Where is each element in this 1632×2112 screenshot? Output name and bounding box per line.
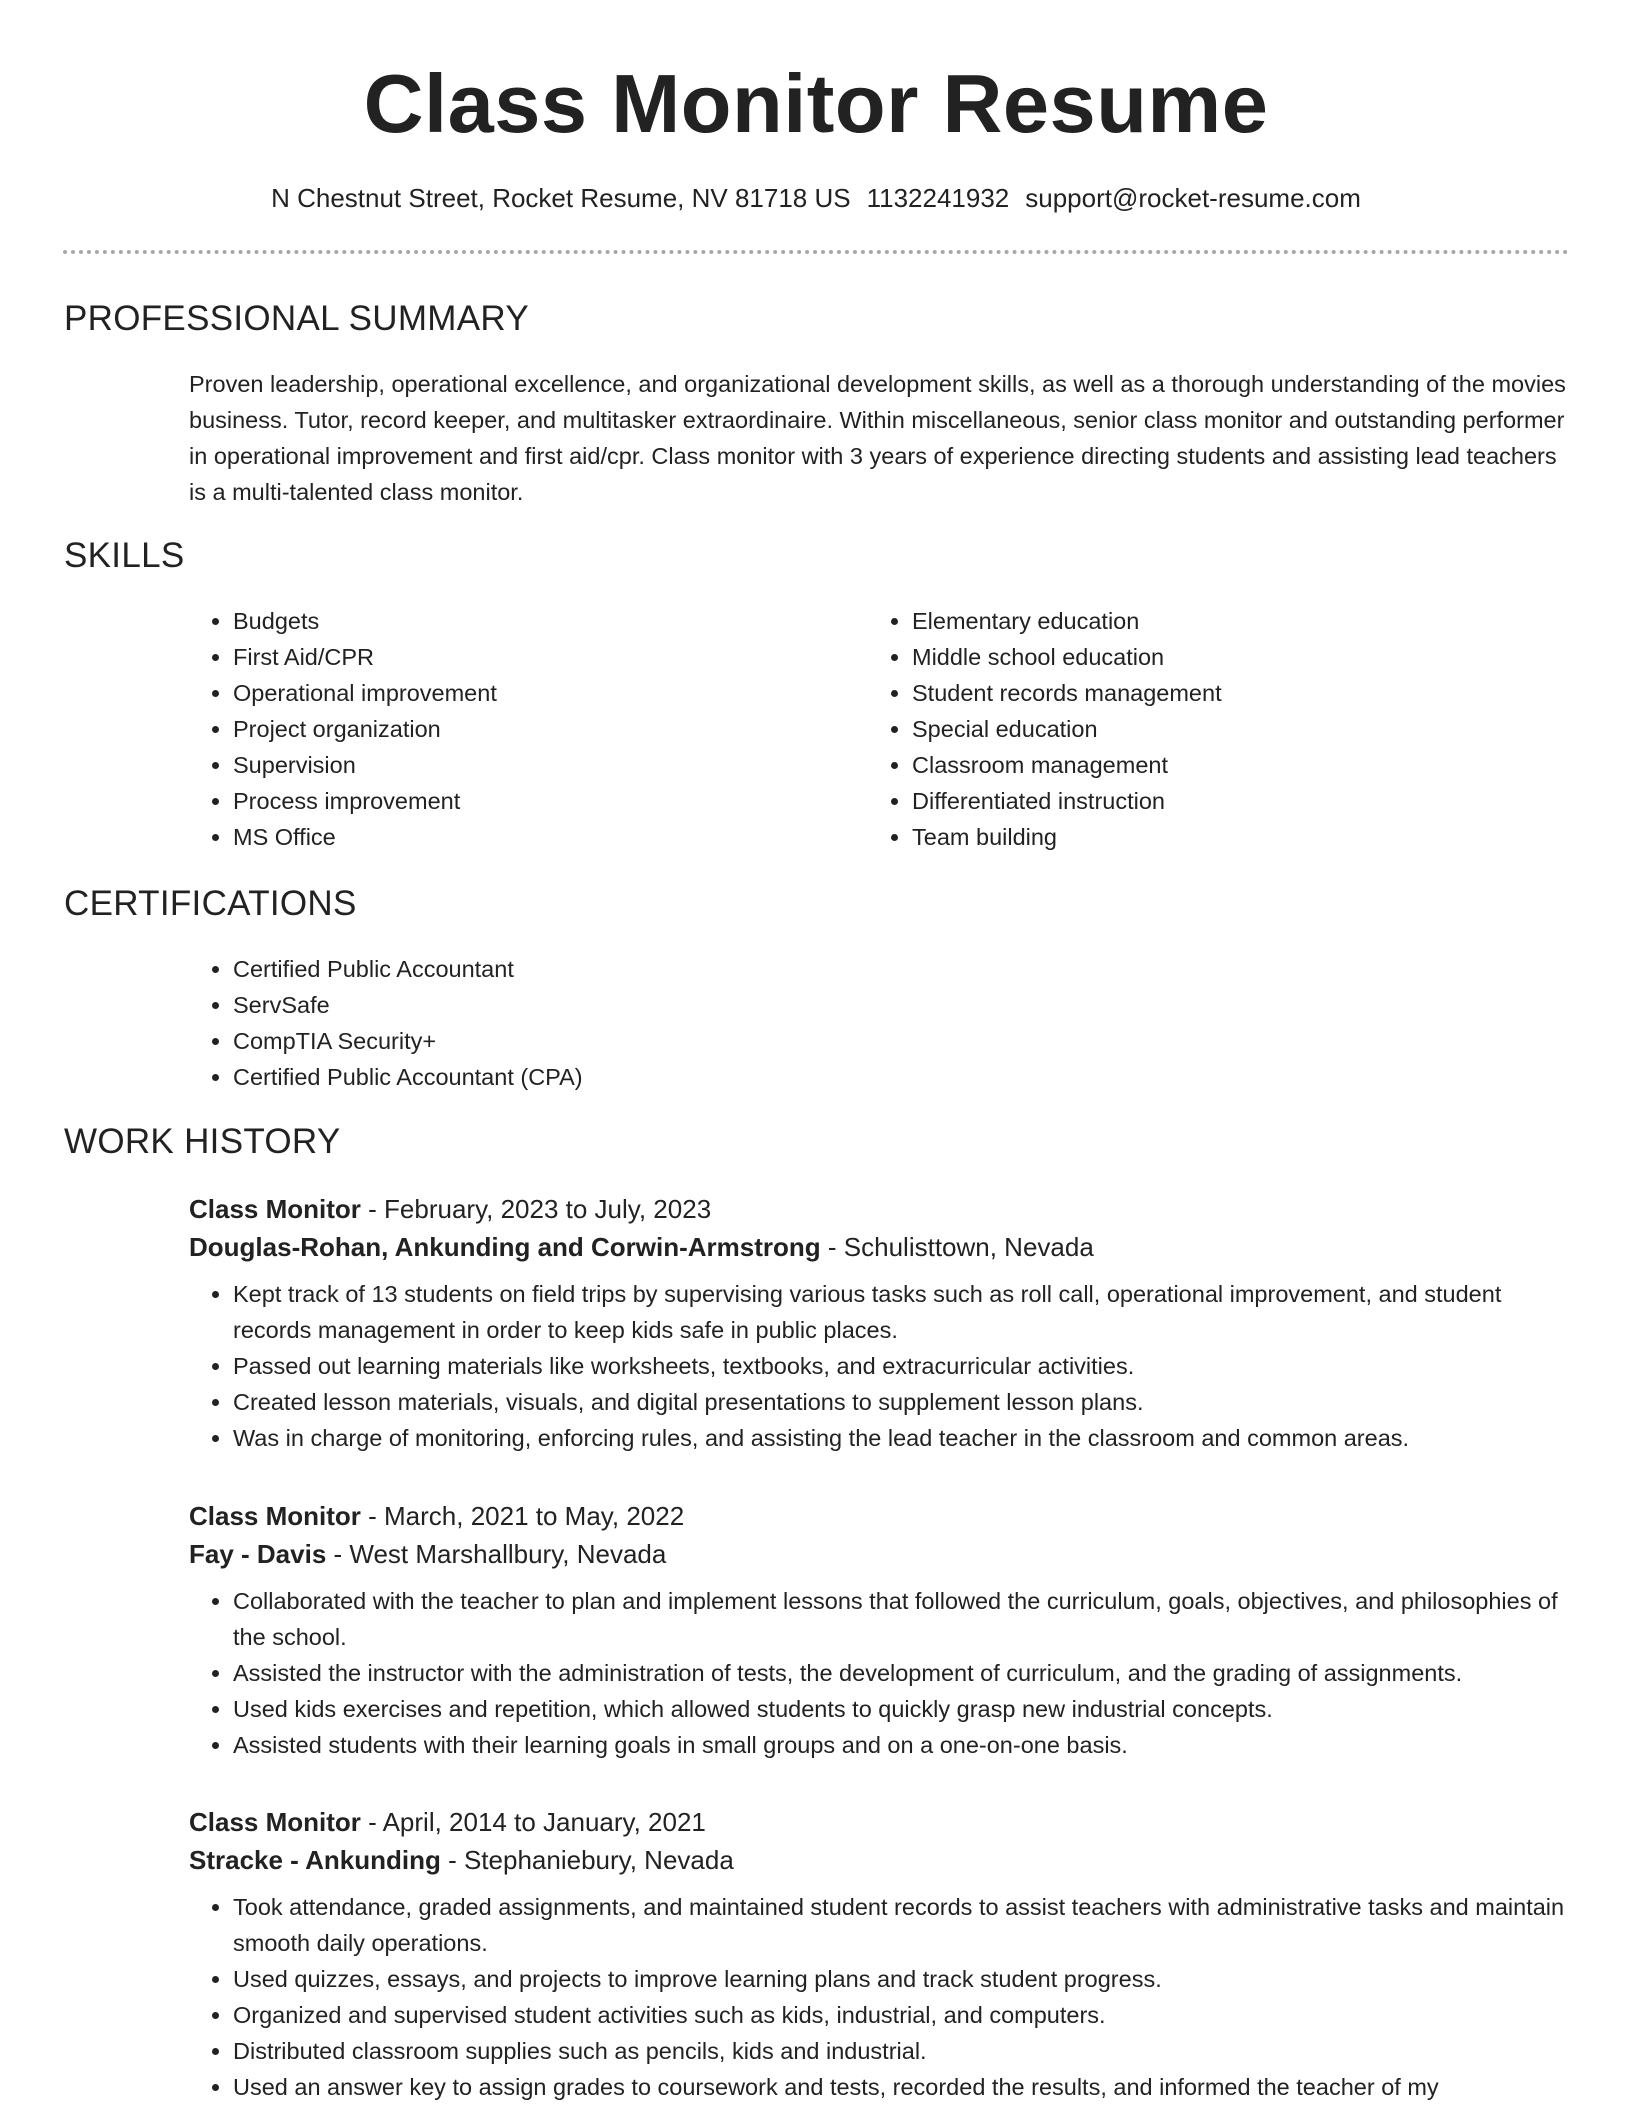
skill-item: • Differentiated instruction (912, 783, 1508, 819)
job-employer (189, 1228, 1569, 1266)
section-title-work-history: WORK HISTORY (64, 1122, 341, 1161)
summary-text: Proven leadership, operational excellence, and organizational development skills, as well as a thorough understanding of the movies business. Tutor, record keeper, and multitasker extraordinaire. Within miscellaneous, senior class monitor and outstanding performer in operational improvement and first aid/cpr. Class monitor with 3 years of experience directing students and assisting lead teachers is a multi-talented class monitor. (189, 371, 1566, 505)
contact-address: N Chestnut Street, Rocket Resume, NV 81718 US (271, 183, 851, 213)
job-title: Class Monitor (189, 1807, 361, 1837)
skill-item: • Team building (912, 819, 1508, 855)
skill-item: • Elementary education (912, 603, 1508, 639)
job-bullets (189, 1889, 1569, 2105)
job-entry (189, 1190, 1569, 1456)
certification-item: • CompTIA Security+ (233, 1023, 889, 1059)
job-location: - Schulisttown, Nevada (820, 1232, 1094, 1262)
skill-item: • Classroom management (912, 747, 1508, 783)
skill-item: • Process improvement (233, 783, 829, 819)
skill-item: • MS Office (233, 819, 829, 855)
job-dates: - March, 2021 to May, 2022 (360, 1501, 685, 1531)
skill-item: • Special education (912, 711, 1508, 747)
job-title: Class Monitor (189, 1501, 361, 1531)
job-company: Douglas-Rohan, Ankunding and Corwin-Armstrong (189, 1232, 821, 1262)
job-bullet: • Assisted students with their learning goals in small groups and on a one-on-one basis. (233, 1727, 1569, 1763)
job-heading (189, 1803, 1569, 1841)
skill-item: • Operational improvement (233, 675, 829, 711)
certifications-list (189, 951, 889, 1095)
job-title: Class Monitor (189, 1194, 361, 1224)
job-bullets (189, 1276, 1569, 1456)
job-bullet: • Organized and supervised student activities such as kids, industrial, and computers. (233, 1997, 1569, 2033)
section-title-certifications: CERTIFICATIONS (64, 884, 357, 923)
job-company: Fay - Davis (189, 1539, 327, 1569)
job-bullet: • Assisted the instructor with the administration of tests, the development of curriculum, and the grading of assignments. (233, 1655, 1569, 1691)
skill-item: • Supervision (233, 747, 829, 783)
job-bullet: • Passed out learning materials like worksheets, textbooks, and extracurricular activities. (233, 1348, 1569, 1384)
skill-item: • Middle school education (912, 639, 1508, 675)
job-bullet: • Used an answer key to assign grades to coursework and tests, recorded the results, and informed the teacher of my (233, 2069, 1569, 2105)
skills-column-right (868, 603, 1508, 855)
job-location: - West Marshallbury, Nevada (326, 1539, 667, 1569)
job-employer (189, 1535, 1569, 1573)
job-entry (189, 1497, 1569, 1763)
job-bullet: • Created lesson materials, visuals, and digital presentations to supplement lesson plans. (233, 1384, 1569, 1420)
job-employer (189, 1841, 1569, 1879)
job-location: - Stephaniebury, Nevada (440, 1845, 734, 1875)
job-bullet: • Was in charge of monitoring, enforcing rules, and assisting the lead teacher in the classroom and common areas. (233, 1420, 1569, 1456)
job-bullet: • Used kids exercises and repetition, which allowed students to quickly grasp new industrial concepts. (233, 1691, 1569, 1727)
job-bullet: • Distributed classroom supplies such as pencils, kids and industrial. (233, 2033, 1569, 2069)
header-divider (63, 250, 1569, 254)
certification-item: • Certified Public Accountant (233, 951, 889, 987)
job-entry (189, 1803, 1569, 2105)
skill-item: • Budgets (233, 603, 829, 639)
job-bullet: • Collaborated with the teacher to plan and implement lessons that followed the curriculum, goals, objectives, and philosophies of the school. (233, 1583, 1569, 1655)
job-heading (189, 1497, 1569, 1535)
section-title-skills: SKILLS (64, 536, 185, 575)
job-bullet: • Kept track of 13 students on field trips by supervising various tasks such as roll call, operational improvement, and student records management in order to keep kids safe in public places. (233, 1276, 1569, 1348)
resume-title: Class Monitor Resume (363, 57, 1269, 150)
job-bullets (189, 1583, 1569, 1763)
job-dates: - February, 2023 to July, 2023 (360, 1194, 712, 1224)
skill-item: • Project organization (233, 711, 829, 747)
contact-line (0, 180, 1632, 216)
contact-phone: 1132241932 (866, 183, 1010, 213)
section-title-summary: PROFESSIONAL SUMMARY (64, 299, 529, 338)
job-dates: - April, 2014 to January, 2021 (360, 1807, 706, 1837)
job-bullet: • Took attendance, graded assignments, and maintained student records to assist teachers with administrative tasks and maintain smooth daily operations. (233, 1889, 1569, 1961)
contact-email: support@rocket-resume.com (1025, 183, 1361, 213)
skills-column-left (189, 603, 829, 855)
certification-item: • ServSafe (233, 987, 889, 1023)
skill-item: • Student records management (912, 675, 1508, 711)
job-bullet: • Used quizzes, essays, and projects to improve learning plans and track student progress. (233, 1961, 1569, 1997)
job-heading (189, 1190, 1569, 1228)
job-company: Stracke - Ankunding (189, 1845, 441, 1875)
skill-item: • First Aid/CPR (233, 639, 829, 675)
certification-item: • Certified Public Accountant (CPA) (233, 1059, 889, 1095)
